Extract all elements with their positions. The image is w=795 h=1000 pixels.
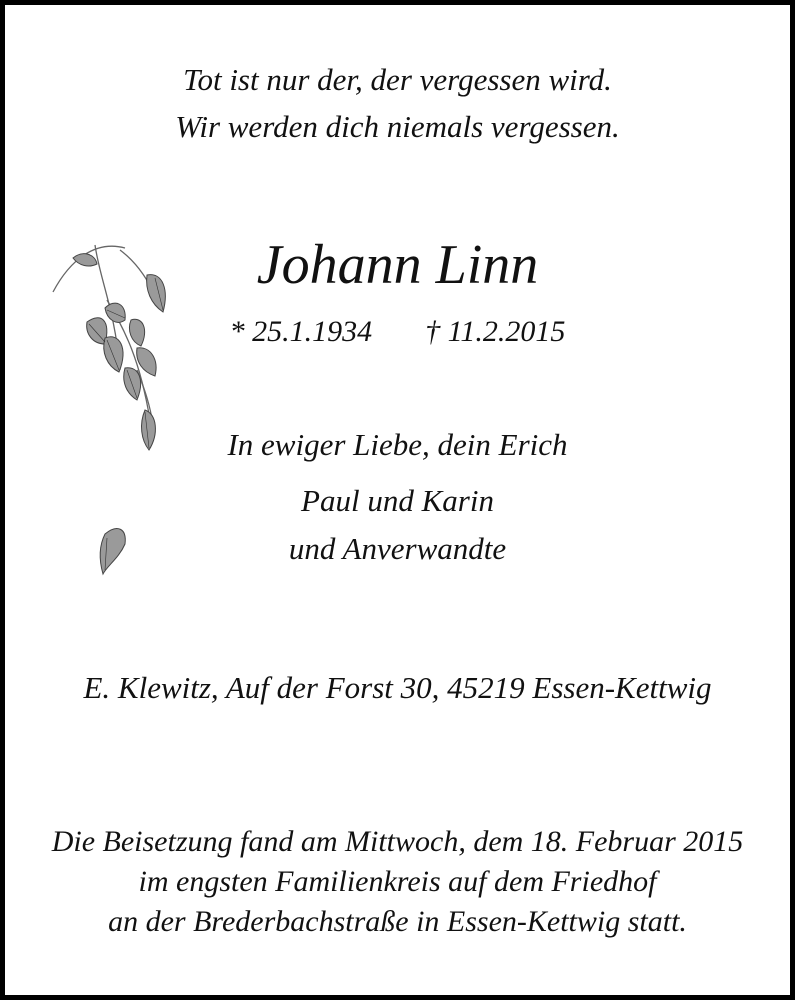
death-date: † 11.2.2015	[425, 315, 566, 348]
motto-line-1: Tot ist nur der, der vergessen wird.	[183, 62, 612, 97]
family-address: E. Klewitz, Auf der Forst 30, 45219 Essen-Kettwig	[83, 670, 712, 705]
birth-date: * 25.1.1934	[229, 315, 373, 348]
mourner-line-1: In ewiger Liebe, dein Erich	[227, 427, 568, 462]
mourner-line-2: Paul und Karin	[301, 483, 494, 518]
funeral-notice-line-1: Die Beisetzung fand am Mittwoch, dem 18. Februar 2015	[51, 825, 744, 858]
mourner-line-3: und Anverwandte	[288, 531, 507, 566]
funeral-notice-line-3: an der Brederbachstraße in Essen-Kettwig statt.	[108, 905, 687, 938]
funeral-notice-line-2: im engsten Familienkreis auf dem Friedhof	[138, 865, 657, 898]
deceased-name: Johann Linn	[256, 234, 539, 296]
life-dates	[5, 315, 790, 349]
motto-line-2: Wir werden dich niemals vergessen.	[175, 109, 620, 144]
